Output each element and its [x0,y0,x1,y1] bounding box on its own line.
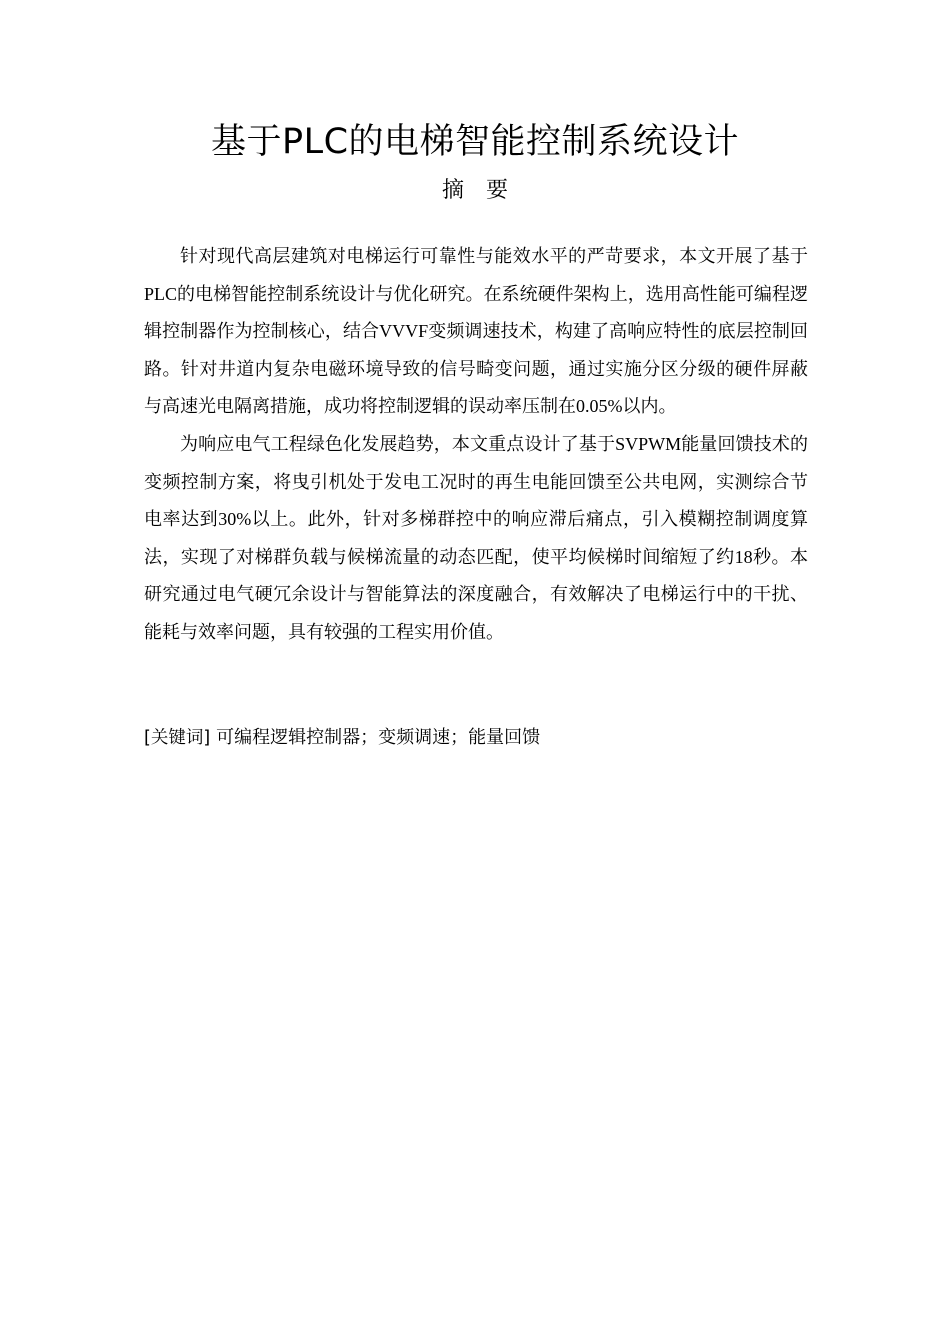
document-title: 基于PLC的电梯智能控制系统设计 [210,122,740,162]
keywords-line [144,720,540,755]
abstract-paragraph-2: 为响应电气工程绿色化发展趋势，本文重点设计了基于SVPWM能量回馈技术的变频控制方案，将曳引机处于发电工况时的再生电能回馈至公共电网，实测综合节电率达到30%以上。此外，针对多梯群控中的响应滞后痛点，引入模糊控制调度算法，实现了对梯群负载与候梯流量的动态匹配，使平均候梯时间缩短了约18秒。本研究通过电气硬冗余设计与智能算法的深度融合，有效解决了电梯运行中的干扰、能耗与效率问题，具有较强的工程实用价值。 [144,433,808,642]
keywords-label: [关键词] [144,728,211,748]
abstract-heading: 摘 要 [441,178,508,203]
abstract-body [144,238,808,652]
keywords-value: 可编程逻辑控制器；变频调速；能量回馈 [216,727,541,747]
abstract-paragraph-1: 针对现代高层建筑对电梯运行可靠性与能效水平的严苛要求，本文开展了基于PLC的电梯智能控制系统设计与优化研究。在系统硬件架构上，选用高性能可编程逻辑控制器作为控制核心，结合VVVF变频调速技术，构建了高响应特性的底层控制回路。针对井道内复杂电磁环境导致的信号畸变问题，通过实施分区分级的硬件屏蔽与高速光电隔离措施，成功将控制逻辑的误动率压制在0.05%以内。 [144,246,808,417]
